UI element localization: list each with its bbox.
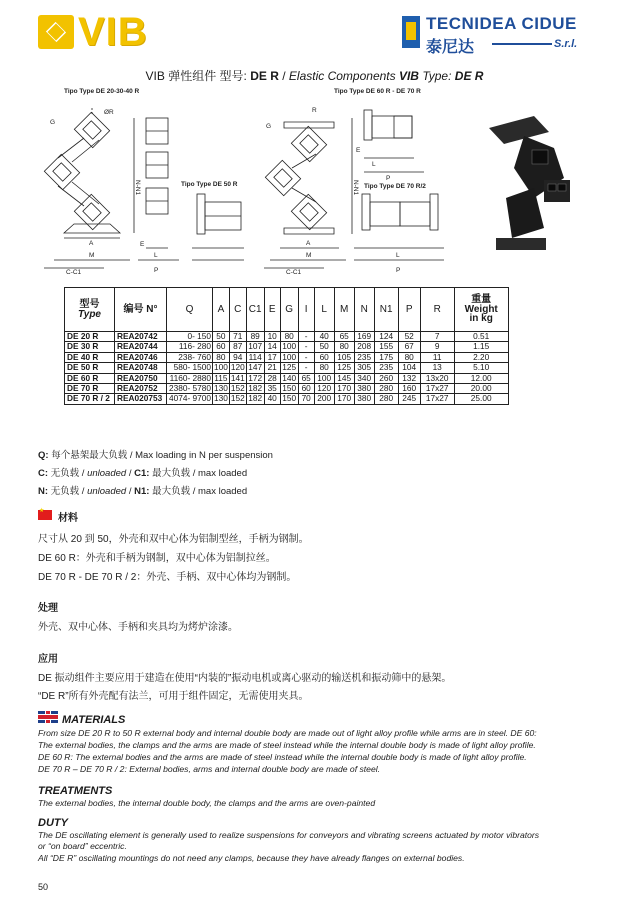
note-n1-text: 最大负载 / max loaded [149,486,248,497]
cell-p: 132 [398,373,420,383]
title-separator: / [278,69,289,83]
cell-a: 80 [213,352,230,362]
en-materials-heading: MATERIALS [62,714,126,726]
cn-duty-line-2: “DE R”所有外壳配有法兰，可用于组件固定，无需使用夹具。 [38,691,309,702]
spec-table-body [65,332,509,405]
cn-materials-line-3: DE 70 R - DE 70 R / 2：外壳、手柄、双中心体均为钢制。 [38,572,297,583]
cell-n: 169 [354,332,374,342]
cell-n: 305 [354,363,374,373]
dim-label: G [50,119,56,126]
china-flag-icon [38,510,52,520]
cell-l: 200 [314,394,334,404]
cell-c: 152 [230,393,245,404]
cell-p: 80 [398,352,420,362]
cell-w: 0.51 [454,332,508,342]
cell-r: 7 [420,332,454,342]
cell-a: 100 [214,362,228,373]
cell-w: 20.00 [454,384,508,394]
cell-n1: 280 [374,394,398,404]
cell-code: REA20752 [115,384,167,394]
en-materials-line-2: The external bodies, the clamps and the arms are made of steel instead while the internal double body is made of light alloy profile. [38,740,536,750]
cell-i: 65 [298,373,314,383]
product-photo [489,116,570,250]
note-n-label: N: [38,486,49,497]
col-type [65,288,115,332]
cell-w: 12.00 [454,373,508,383]
en-duty-line-1b: or “on board” eccentric. [38,841,127,851]
cell-type: DE 50 R [65,363,115,373]
cell-n: 235 [354,352,374,362]
cell-a: 130 [214,393,228,404]
cell-p: 245 [398,394,420,404]
cell-type: DE 30 R [65,342,115,352]
col-n: N [354,288,374,332]
cell-n: 208 [354,342,374,352]
spec-table [64,287,509,405]
tecnidea-logo-name: TECNIDEA CIDUE [426,14,577,33]
dim-label: G [266,123,272,130]
cell-a: 115 [214,372,228,383]
note-c-sep: / [126,468,135,479]
tecnidea-logo-mark-icon [402,16,420,48]
note-c-text: 无负载 / [48,468,88,479]
cell-code: REA020753 [115,394,167,404]
drawing-label-de-50: Tipo Type DE 50 R [181,181,238,188]
cell-type: DE 20 R [65,332,115,342]
table-row [65,342,509,352]
col-c: C [229,288,246,332]
vib-logo-text: VIB [78,10,148,54]
cell-c: 141 [230,372,245,383]
spec-table-header-row [65,288,509,332]
cn-duty-heading: 应用 [38,654,58,665]
cn-treatments-heading: 处理 [38,603,58,614]
dim-label: M [89,252,95,259]
cell-m: 170 [334,384,354,394]
cell-c1: 107 [246,342,264,352]
cell-r: 17x27 [420,394,454,404]
cell-i: 60 [298,384,314,394]
cell-type: DE 70 R [65,384,115,394]
cell-g: 140 [280,373,298,383]
cell-p: 104 [398,363,420,373]
cell-m: 170 [334,394,354,404]
cell-a: 130 [214,383,228,394]
vib-logo [38,10,148,54]
cell-a: 60 [213,342,230,352]
cell-type: DE 60 R [65,373,115,383]
cn-materials-heading: 材料 [58,513,78,524]
col-g: G [280,288,298,332]
cell-g: 150 [280,384,298,394]
cell-q: 2380- 5780 [167,384,213,394]
col-weight-unit: in kg [469,313,493,325]
cell-i: - [298,352,314,362]
title-prefix: VIB 弹性组件 型号: [145,69,251,83]
title-en: Elastic Components [288,69,399,83]
col-code [115,288,167,332]
cell-r: 11 [420,352,454,362]
en-materials-line-4: DE 70 R – DE 70 R / 2: External bodies, arms and internal double body are made of steel. [38,764,381,774]
en-duty-line-2: All “DE R” oscillating mountings do not need any clamps, because they have already flanges on external bodies. [38,853,465,863]
table-row [65,363,509,373]
cell-code: REA20742 [115,332,167,342]
cell-w: 1.15 [454,342,508,352]
cell-e: 10 [264,332,280,342]
cell-n1: 155 [374,342,398,352]
cell-code: REA20750 [115,373,167,383]
dim-label: N-N1 [134,180,141,196]
cn-duty-line-1: DE 振动组件主要应用于建造在使用“内装的”振动电机或离心驱动的输送机和振动筛中的悬架。 [38,673,452,684]
tecnidea-logo-rule [492,43,552,45]
dim-label: ØR [104,109,114,116]
tecnidea-cidue-logo [402,14,597,56]
cell-r: 17x27 [420,384,454,394]
cell-i: - [298,342,314,352]
title-model: DE R [250,69,279,83]
col-weight-cn: 重量 [471,294,492,306]
cell-i: - [298,332,314,342]
col-l: L [314,288,334,332]
table-row [65,384,509,394]
dim-label: M [306,252,312,259]
table-row [65,394,509,404]
cell-r: 9 [420,342,454,352]
cell-c: 71 [229,332,246,342]
cell-r: 13x20 [420,373,454,383]
cell-g: 100 [280,342,298,352]
cell-m: 125 [334,363,354,373]
dim-label: P [386,175,391,182]
note-c-label: C: [38,468,49,479]
tecnidea-logo-srl: S.r.l. [554,38,578,50]
cell-n1: 235 [374,363,398,373]
cell-p: 160 [398,384,420,394]
cell-e: 17 [264,352,280,362]
cell-m: 80 [334,342,354,352]
note-n [38,483,247,497]
cell-c1: 182 [246,394,264,404]
drawing-de-20-40-side [138,118,179,260]
note-c1-text: 最大负载 / max loaded [149,468,248,479]
cell-p: 67 [398,342,420,352]
en-duty-line-1: The DE oscillating element is generally used to realize suspensions for conveyors and vibrating screens actuated by motor vibrators [38,830,540,840]
note-n-unloaded: unloaded [87,486,127,497]
dim-label: P [154,267,159,274]
cn-treatments-line-1: 外壳、双中心体、手柄和夹具均为烤炉涂漆。 [38,622,238,633]
cell-l: 80 [314,363,334,373]
en-materials-line-1: From size DE 20 R to 50 R external body and internal double body are made out of light alloy profile while arms are in steel. DE 60: [38,728,537,738]
dim-label: P [396,267,401,274]
col-weight-en: Weight [464,303,498,315]
drawing-de-50 [192,194,244,260]
note-q [38,447,273,461]
cell-i: - [298,363,314,373]
en-materials-line-3: DE 60 R: The external bodies and the arms are made of steel instead while the internal double body is made of light alloy profile. [38,752,527,762]
drawing-de-70-2 [354,194,444,260]
technical-drawings [34,88,594,280]
dim-label: A [89,240,94,247]
cell-type: DE 40 R [65,352,115,362]
uk-flag-icon [38,711,58,723]
cell-l: 120 [314,384,334,394]
note-n1-label: N1: [134,486,150,497]
cell-q: 1160- 2880 [167,373,213,383]
dim-label: A [306,240,311,247]
note-q-label: Q: [38,450,49,461]
cell-n: 380 [354,394,374,404]
cell-r: 13 [420,363,454,373]
note-c1-label: C1: [134,468,150,479]
note-c-unloaded: unloaded [87,468,127,479]
col-type-en: Type [78,308,101,320]
cell-n1: 175 [374,352,398,362]
vib-logo-mark-icon [38,15,74,49]
table-row [65,373,509,383]
en-treatments-heading: TREATMENTS [38,785,113,797]
col-type-cn: 型号 [79,299,100,311]
cell-e: 40 [264,394,280,404]
cell-m: 145 [334,373,354,383]
cell-w: 25.00 [454,394,508,404]
cell-c: 152 [230,383,245,394]
drawings-svg [34,88,594,280]
cell-c1: 182 [246,384,264,394]
col-a: A [213,288,230,332]
dimension-labels [50,107,400,276]
cell-q: 238- 760 [167,352,213,362]
cell-n: 380 [354,384,374,394]
col-code-label: 编号 N° [123,303,158,315]
cell-n: 340 [354,373,374,383]
drawing-label-de-20-40: Tipo Type DE 20-30-40 R [64,88,140,95]
cell-l: 60 [314,352,334,362]
cell-c1: 147 [246,363,264,373]
note-c [38,465,247,479]
title-en-vib: VIB [398,69,419,83]
dim-label: C-C1 [66,269,82,276]
cell-g: 100 [280,352,298,362]
cell-code: REA20744 [115,342,167,352]
cell-e: 21 [264,363,280,373]
cell-w: 2.20 [454,352,508,362]
cell-q: 4074- 9700 [167,394,213,404]
table-row [65,352,509,362]
note-n-text: 无负载 / [48,486,88,497]
cell-c1: 114 [246,352,264,362]
dim-label: L [396,252,400,259]
page-header [0,0,629,60]
dim-label: C-C1 [286,269,302,276]
cell-g: 150 [280,394,298,404]
cell-c: 120 [230,362,245,373]
dim-label: L [154,252,158,259]
cell-g: 80 [280,332,298,342]
cell-g: 125 [280,363,298,373]
table-row [65,332,509,342]
en-duty-heading: DUTY [38,817,68,829]
col-r: R [420,288,454,332]
page-title [0,67,629,84]
title-en-model: DE R [454,69,484,83]
dim-label: N-N1 [352,180,359,196]
cell-c: 94 [229,352,246,362]
title-en-type: Type: [418,69,455,83]
cell-m: 65 [334,332,354,342]
col-weight [454,288,508,332]
cell-code: REA20748 [115,363,167,373]
col-n1: N1 [374,288,398,332]
col-q: Q [167,288,213,332]
cell-w: 5.10 [454,363,508,373]
cell-c1: 172 [246,373,264,383]
cell-c1: 89 [246,332,264,342]
cell-q: 0- 150 [167,332,213,342]
cn-materials-line-1: 尺寸从 20 到 50，外壳和双中心体为铝制型丝，手柄为钢制。 [38,534,309,545]
page-number: 50 [38,882,49,892]
cell-l: 50 [314,342,334,352]
cell-p: 52 [398,332,420,342]
drawing-label-de-70-2: Tipo Type DE 70 R/2 [364,183,426,190]
cell-n1: 124 [374,332,398,342]
col-e: E [264,288,280,332]
cell-e: 35 [264,384,280,394]
cell-i: 70 [298,394,314,404]
note-n-sep: / [126,486,135,497]
note-q-text: 每个悬架最大负载 / Max loading in N per suspension [48,450,273,461]
cell-c: 87 [229,342,246,352]
cell-q: 580- 1500 [167,363,213,373]
cell-a: 50 [213,332,230,342]
cell-q: 116- 280 [167,342,213,352]
col-m: M [334,288,354,332]
cell-m: 105 [334,352,354,362]
dim-label: E [140,241,145,248]
col-i: I [298,288,314,332]
dim-label: R [312,107,317,114]
cell-n1: 280 [374,384,398,394]
drawing-label-de-60-70: Tipo Type DE 60 R - DE 70 R [334,88,421,95]
dim-label: L [372,161,376,168]
col-c1: C1 [246,288,264,332]
cell-l: 40 [314,332,334,342]
dim-label: E [356,147,361,154]
cell-l: 100 [314,373,334,383]
cn-materials-line-2: DE 60 R：外壳和手柄为钢制，双中心体为铝制拉丝。 [38,553,276,564]
cell-n1: 260 [374,373,398,383]
cell-code: REA20746 [115,352,167,362]
tecnidea-logo-chinese: 泰尼达 [426,39,475,56]
cell-type: DE 70 R / 2 [65,394,115,404]
cell-e: 14 [264,342,280,352]
en-treatments-line-1: The external bodies, the internal double body, the clamps and the arms are oven-painted [38,798,376,808]
cell-e: 28 [264,373,280,383]
col-p: P [398,288,420,332]
